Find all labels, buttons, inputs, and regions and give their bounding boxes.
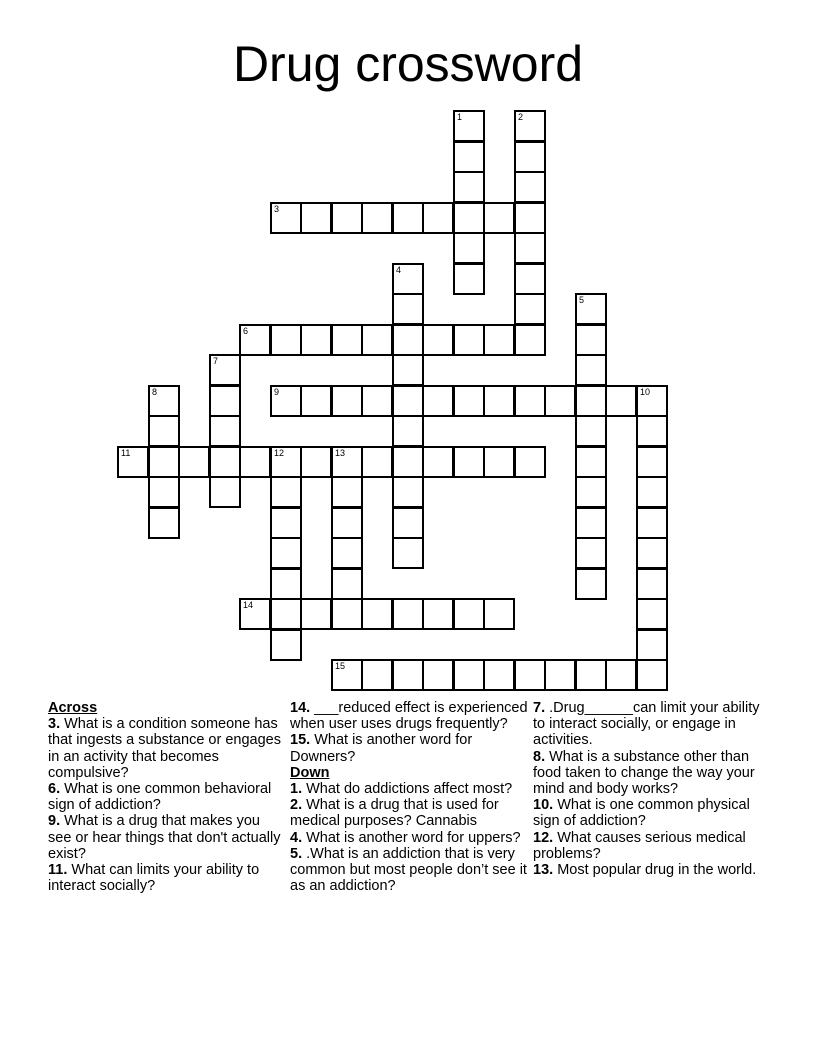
grid-cell[interactable]: [300, 446, 332, 478]
grid-cell[interactable]: [453, 141, 485, 173]
grid-cell[interactable]: [575, 293, 607, 325]
grid-cell[interactable]: [544, 385, 576, 417]
grid-cell[interactable]: [636, 598, 668, 630]
grid-cell[interactable]: [392, 202, 424, 234]
grid-cell[interactable]: [148, 385, 180, 417]
clue-down-8: 8. What is a substance other than food taken to change the way your mind and body works?: [533, 748, 755, 798]
grid-cell[interactable]: [453, 232, 485, 264]
clue-across-15: 15. What is another word for Downers?: [290, 732, 473, 765]
grid-cell[interactable]: [392, 293, 424, 325]
grid-cell[interactable]: [422, 202, 454, 234]
grid-cell[interactable]: [361, 385, 393, 417]
grid-cell[interactable]: [361, 659, 393, 691]
grid-cell[interactable]: [636, 415, 668, 447]
grid-cell[interactable]: [392, 537, 424, 569]
grid-cell[interactable]: [575, 385, 607, 417]
grid-cell[interactable]: [422, 659, 454, 691]
grid-cell[interactable]: [178, 446, 210, 478]
grid-cell[interactable]: [209, 446, 241, 478]
grid-cell[interactable]: [453, 202, 485, 234]
clues-column-2: [290, 700, 530, 894]
grid-cell[interactable]: [148, 476, 180, 508]
grid-cell[interactable]: [239, 324, 271, 356]
grid-cell[interactable]: [361, 446, 393, 478]
grid-cell[interactable]: [636, 446, 668, 478]
clue-number: 13: [335, 448, 346, 458]
grid-cell[interactable]: [270, 324, 302, 356]
grid-cell[interactable]: [361, 202, 393, 234]
clue-number: 5: [579, 295, 585, 305]
clue-across-14: 14. ___reduced effect is experienced when user uses drugs frequently?: [290, 700, 528, 733]
grid-cell[interactable]: [209, 476, 241, 508]
grid-cell[interactable]: [453, 446, 485, 478]
grid-cell[interactable]: [148, 446, 180, 478]
clues-column-3: [533, 700, 773, 878]
grid-cell[interactable]: [483, 659, 515, 691]
clue-number: 8: [152, 387, 158, 397]
grid-cell[interactable]: [575, 446, 607, 478]
grid-cell[interactable]: [605, 385, 637, 417]
grid-cell[interactable]: [392, 385, 424, 417]
grid-cell[interactable]: [209, 354, 241, 386]
clue-down-10: 10. What is one common physical sign of addiction?: [533, 797, 750, 830]
grid-cell[interactable]: [392, 324, 424, 356]
grid-cell[interactable]: [361, 324, 393, 356]
grid-cell[interactable]: [392, 476, 424, 508]
clue-number: 9: [274, 387, 280, 397]
grid-cell[interactable]: [422, 324, 454, 356]
clue-number: 4: [396, 265, 402, 275]
grid-cell[interactable]: [514, 171, 546, 203]
grid-cell[interactable]: [331, 659, 363, 691]
grid-cell[interactable]: [575, 324, 607, 356]
grid-cell[interactable]: [605, 659, 637, 691]
clue-number: 15: [335, 661, 346, 671]
grid-cell[interactable]: [422, 598, 454, 630]
clue-across-6: 6. What is one common behavioral sign of addiction?: [48, 781, 272, 814]
grid-cell[interactable]: [636, 629, 668, 661]
grid-cell[interactable]: [483, 598, 515, 630]
across-heading: Across: [48, 700, 98, 716]
grid-cell[interactable]: [300, 598, 332, 630]
grid-cell[interactable]: [392, 446, 424, 478]
grid-cell[interactable]: [239, 446, 271, 478]
grid-cell[interactable]: [361, 598, 393, 630]
grid-cell[interactable]: [514, 263, 546, 295]
grid-cell[interactable]: [514, 110, 546, 142]
grid-cell[interactable]: [331, 446, 363, 478]
grid-cell[interactable]: [392, 598, 424, 630]
grid-cell[interactable]: [575, 507, 607, 539]
grid-cell[interactable]: [575, 537, 607, 569]
grid-cell[interactable]: [453, 385, 485, 417]
grid-cell[interactable]: [575, 415, 607, 447]
clue-down-1: 1. What do addictions affect most?: [290, 781, 513, 798]
grid-cell[interactable]: [331, 385, 363, 417]
grid-cell[interactable]: [270, 476, 302, 508]
clue-down-4: 4. What is another word for uppers?: [290, 829, 521, 846]
grid-cell[interactable]: [270, 598, 302, 630]
grid-cell[interactable]: [270, 202, 302, 234]
grid-cell[interactable]: [331, 537, 363, 569]
clue-number: 11: [121, 448, 131, 458]
grid-cell[interactable]: [636, 659, 668, 691]
grid-cell[interactable]: [483, 202, 515, 234]
grid-cell[interactable]: [575, 354, 607, 386]
grid-cell[interactable]: [453, 659, 485, 691]
grid-cell[interactable]: [453, 263, 485, 295]
grid-cell[interactable]: [636, 385, 668, 417]
grid-cell[interactable]: [514, 324, 546, 356]
grid-cell[interactable]: [483, 446, 515, 478]
grid-cell[interactable]: [514, 202, 546, 234]
grid-cell[interactable]: [331, 476, 363, 508]
grid-cell[interactable]: [636, 568, 668, 600]
clue-number: 1: [457, 112, 463, 122]
grid-cell[interactable]: [270, 385, 302, 417]
grid-cell[interactable]: [575, 659, 607, 691]
grid-cell[interactable]: [209, 415, 241, 447]
grid-cell[interactable]: [514, 385, 546, 417]
clue-down-7: 7. .Drug______can limit your ability to interact socially, or engage in activities.: [533, 700, 760, 749]
grid-cell[interactable]: [392, 507, 424, 539]
grid-cell[interactable]: [270, 568, 302, 600]
clue-number: 3: [274, 204, 280, 214]
clue-number: 14: [243, 600, 254, 610]
grid-cell[interactable]: [483, 324, 515, 356]
grid-cell[interactable]: [483, 385, 515, 417]
grid-cell[interactable]: [453, 324, 485, 356]
grid-cell[interactable]: [270, 537, 302, 569]
grid-cell[interactable]: [117, 446, 149, 478]
grid-cell[interactable]: [331, 507, 363, 539]
grid-cell[interactable]: [422, 446, 454, 478]
grid-cell[interactable]: [270, 446, 302, 478]
clue-across-9: 9. What is a drug that makes you see or hear things that don't actually exist?: [48, 813, 281, 862]
grid-cell[interactable]: [514, 446, 546, 478]
grid-cell[interactable]: [514, 232, 546, 264]
grid-cell[interactable]: [453, 171, 485, 203]
grid-cell[interactable]: [148, 507, 180, 539]
grid-cell[interactable]: [636, 507, 668, 539]
grid-cell[interactable]: [514, 293, 546, 325]
grid-cell[interactable]: [392, 354, 424, 386]
grid-cell[interactable]: [239, 598, 271, 630]
down-heading: Down: [290, 764, 330, 781]
clue-down-5: 5. .What is an addiction that is very common but most people don’t see it as an addiction?: [290, 845, 527, 895]
grid-cell[interactable]: [270, 629, 302, 661]
grid-cell[interactable]: [331, 568, 363, 600]
clue-number: 7: [213, 356, 219, 366]
grid-cell[interactable]: [148, 415, 180, 447]
clue-down-2: 2. What is a drug that is used for medical purposes? Cannabis: [290, 797, 499, 830]
clue-down-12: 12. What causes serious medical problems?: [533, 829, 746, 862]
grid-cell[interactable]: [331, 324, 363, 356]
grid-cell[interactable]: [331, 202, 363, 234]
grid-cell[interactable]: [636, 537, 668, 569]
clue-across-11: 11. What can limits your ability to interact socially?: [48, 862, 260, 895]
grid-cell[interactable]: [392, 659, 424, 691]
grid-cell[interactable]: [453, 110, 485, 142]
grid-cell[interactable]: [636, 476, 668, 508]
grid-cell[interactable]: [392, 415, 424, 447]
grid-cell[interactable]: [331, 598, 363, 630]
grid-cell[interactable]: [422, 385, 454, 417]
grid-cell[interactable]: [514, 659, 546, 691]
grid-cell[interactable]: [300, 324, 332, 356]
grid-cell[interactable]: [392, 263, 424, 295]
grid-cell[interactable]: [453, 598, 485, 630]
grid-cell[interactable]: [575, 476, 607, 508]
clue-number: 10: [640, 387, 651, 397]
clue-number: 2: [518, 112, 524, 122]
grid-cell[interactable]: [209, 385, 241, 417]
grid-cell[interactable]: [544, 659, 576, 691]
grid-cell[interactable]: [300, 385, 332, 417]
clue-number: 12: [274, 448, 285, 458]
grid-cell[interactable]: [575, 568, 607, 600]
clues-column-1: [48, 700, 284, 894]
clue-down-13: 13. Most popular drug in the world.: [533, 862, 757, 879]
grid-cell[interactable]: [270, 507, 302, 539]
clue-across-3: 3. What is a condition someone has that ingests a substance or engages in an activity that becomes compulsive?: [48, 716, 281, 781]
grid-cell[interactable]: [300, 202, 332, 234]
clue-number: 6: [243, 326, 249, 336]
page-title: Drug crossword: [232, 36, 584, 92]
grid-cell[interactable]: [514, 141, 546, 173]
